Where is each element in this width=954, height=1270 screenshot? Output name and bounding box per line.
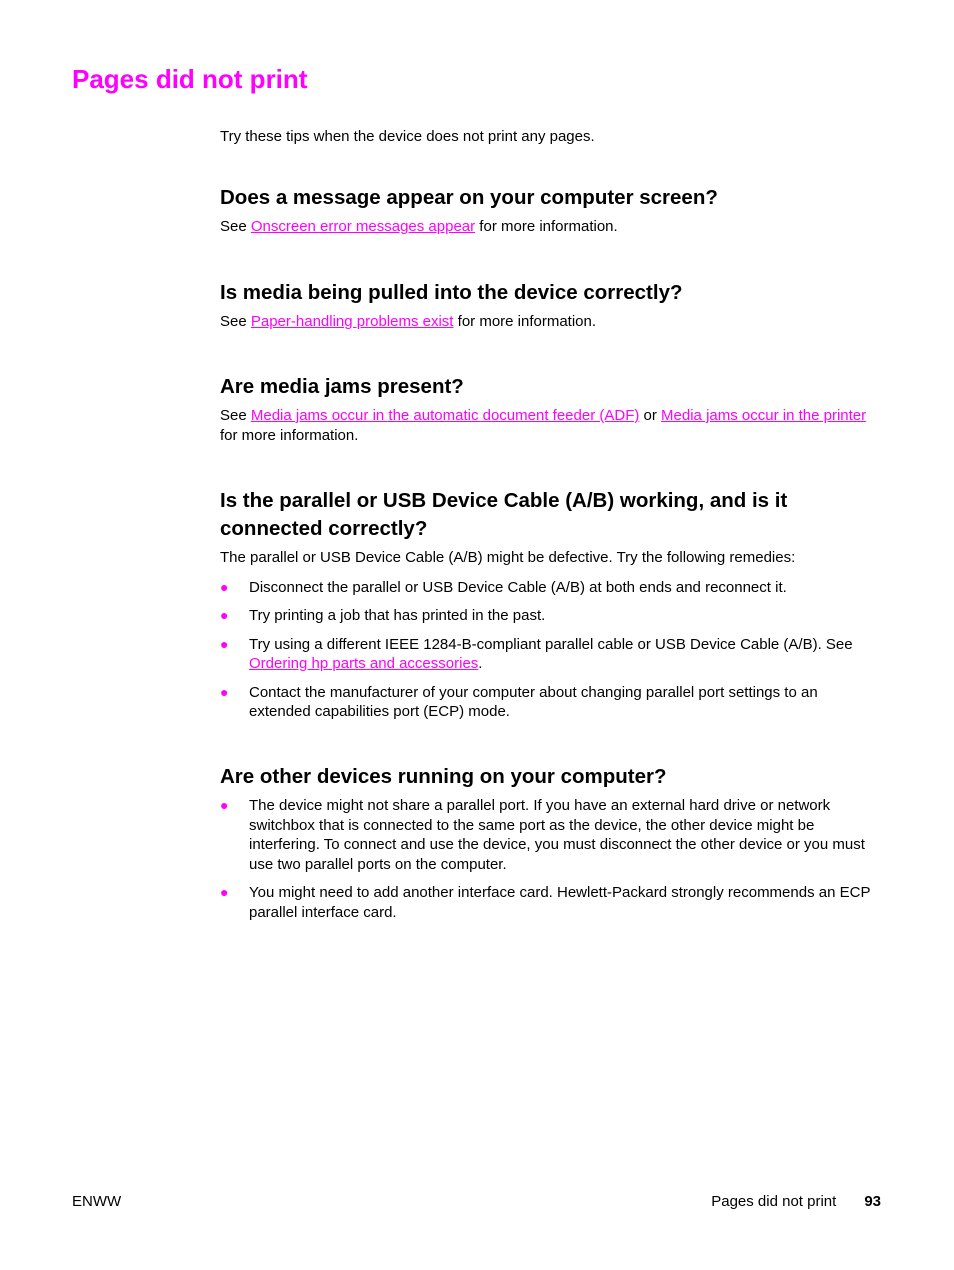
bullet-icon: ● xyxy=(220,578,229,595)
link-printer-jams[interactable]: Media jams occur in the printer xyxy=(661,407,867,424)
footer-section: Pages did not print xyxy=(711,1193,837,1210)
section-lead: The parallel or USB Device Cable (A/B) might be defective. Try the following remedies: xyxy=(220,549,796,566)
link-ordering-parts[interactable]: Ordering hp parts and accessories xyxy=(249,655,479,672)
section-message xyxy=(220,184,880,237)
item-text: The device might not share a parallel port. If you have an external hard drive or network switchbox that is connected to the same port as the device, the other device might be interfering. To connect and use the device, you must disconnect the other device or you must use two parallel ports on the computer. xyxy=(249,797,865,873)
list-item xyxy=(220,683,880,722)
list-item xyxy=(220,578,880,598)
bullet-icon: ● xyxy=(220,884,229,900)
see-text: See xyxy=(220,313,251,330)
list-item xyxy=(220,883,880,922)
list-item xyxy=(220,796,880,874)
section-heading: Is media being pulled into the device correctly? xyxy=(220,281,683,304)
see-text: See xyxy=(220,218,251,235)
section-heading: Does a message appear on your computer screen? xyxy=(220,186,718,209)
remedy-list xyxy=(220,578,880,722)
intro-text: Try these tips when the device does not print any pages. xyxy=(220,128,595,145)
section-body xyxy=(220,217,880,237)
footer-left: ENWW xyxy=(72,1193,122,1210)
section-body xyxy=(220,406,880,445)
page-number: 93 xyxy=(864,1193,881,1210)
section-media-pull xyxy=(220,279,880,332)
bullet-icon: ● xyxy=(220,683,229,700)
section-heading: Are media jams present? xyxy=(220,375,464,398)
link-paper-handling[interactable]: Paper-handling problems exist xyxy=(250,313,454,330)
section-other-devices xyxy=(220,763,880,922)
see-text: See xyxy=(220,407,251,424)
section-heading: Is the parallel or USB Device Cable (A/B) working, and is it connected correctly? xyxy=(220,489,788,540)
or-text: or xyxy=(639,407,662,424)
link-onscreen-errors[interactable]: Onscreen error messages appear xyxy=(250,218,476,235)
section-body xyxy=(220,312,880,332)
footer-right xyxy=(711,1193,881,1210)
bullet-icon: ● xyxy=(220,635,229,652)
section-cable xyxy=(220,487,880,722)
list-item xyxy=(220,606,880,626)
item-text: You might need to add another interface card. Hewlett-Packard strongly recommends an ECP parallel interface card. xyxy=(249,884,871,921)
device-list xyxy=(220,796,880,922)
item-text: Try printing a job that has printed in the past. xyxy=(249,607,546,624)
bullet-icon: ● xyxy=(220,607,229,623)
page-title: Pages did not print xyxy=(72,64,308,94)
item-text: Disconnect the parallel or USB Device Cable (A/B) at both ends and reconnect it. xyxy=(249,578,787,596)
section-heading: Are other devices running on your computer? xyxy=(220,765,667,788)
after-text: for more information. xyxy=(220,426,359,444)
after-text: for more information. xyxy=(453,313,597,330)
item-text: Try using a different IEEE 1284-B-compliant parallel cable or USB Device Cable (A/B). See xyxy=(249,635,853,653)
link-adf-jams[interactable]: Media jams occur in the automatic document feeder (ADF) xyxy=(250,407,640,424)
item-text: Contact the manufacturer of your computer about changing parallel port settings to an extended capabilities port (ECP) mode. xyxy=(249,683,818,720)
section-media-jams xyxy=(220,373,880,445)
bullet-icon: ● xyxy=(220,797,229,813)
item-text-end: . xyxy=(478,655,483,672)
list-item xyxy=(220,635,880,674)
after-text: for more information. xyxy=(475,218,618,235)
